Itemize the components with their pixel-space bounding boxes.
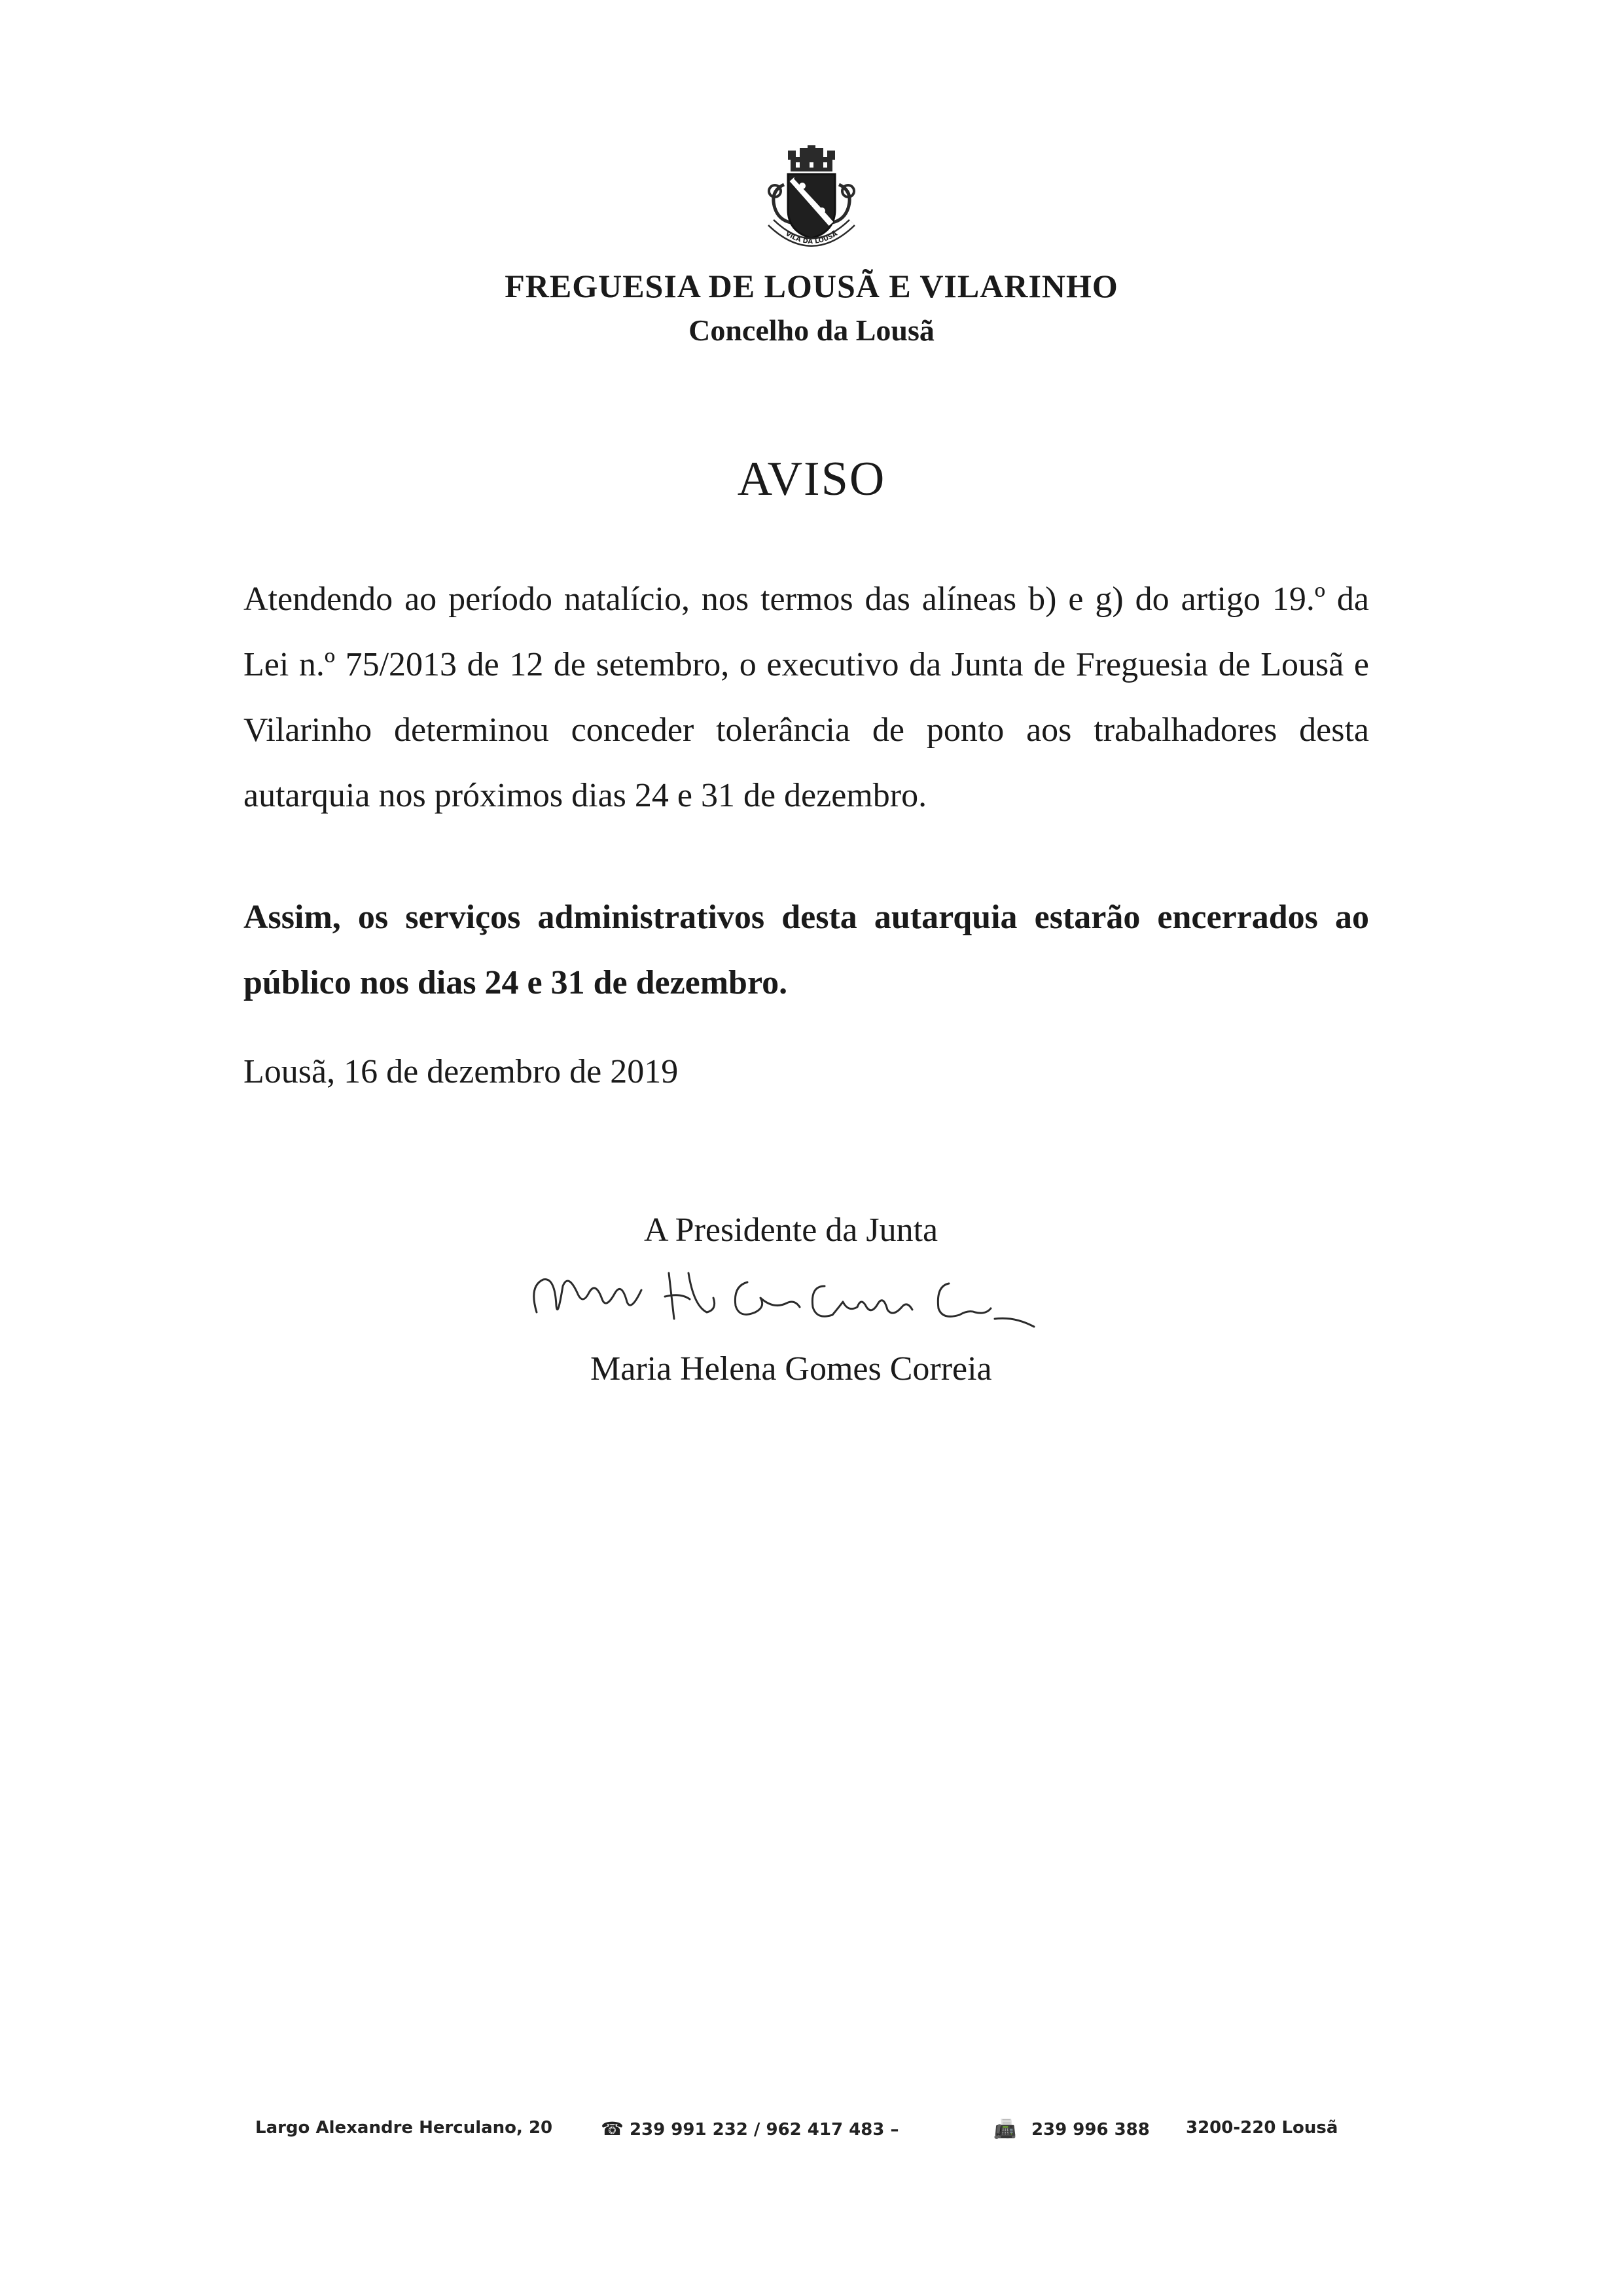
telephone-icon: ☎	[601, 2118, 624, 2140]
organization-subtitle: Concelho da Lousã	[688, 314, 935, 347]
footer-postal-code: 3200-220 Lousã	[1186, 2118, 1338, 2138]
signatory-role: A Presidente da Junta	[644, 1211, 938, 1249]
fax-icon: 📠	[993, 2118, 1016, 2140]
closure-paragraph: Assim, os serviços administrativos desta autarquia estarão encerrados ao público nos dias 24 e 31 de dezembro.	[243, 899, 1369, 1001]
footer-contact-bar	[255, 2118, 1368, 2144]
organization-name: FREGUESIA DE LOUSÃ E VILARINHO	[505, 268, 1118, 304]
crest-motto: VILA DA LOUSÃ	[784, 230, 839, 246]
notice-paragraph: Atendendo ao período natalício, nos termos das alíneas b) e g) do artigo 19.º da Lei n.º 75/2013 de 12 de setembro, o executivo da Junta de Freguesia de Lousã e Vilarinho determinou conceder tolerância de ponto aos trabalhadores desta autarquia nos próximos dias 24 e 31 de dezembro.	[243, 581, 1369, 814]
footer-address: Largo Alexandre Herculano, 20	[255, 2118, 553, 2138]
coat-of-arms-logo	[746, 145, 877, 263]
signatory-name: Maria Helena Gomes Correia	[590, 1350, 992, 1388]
date-line: Lousã, 16 de dezembro de 2019	[243, 1053, 679, 1090]
notice-title: AVISO	[737, 452, 886, 506]
handwritten-signature	[517, 1247, 1041, 1345]
footer-fax: 239 996 388	[1031, 2120, 1150, 2140]
footer-phones: 239 991 232 / 962 417 483 –	[629, 2120, 899, 2140]
